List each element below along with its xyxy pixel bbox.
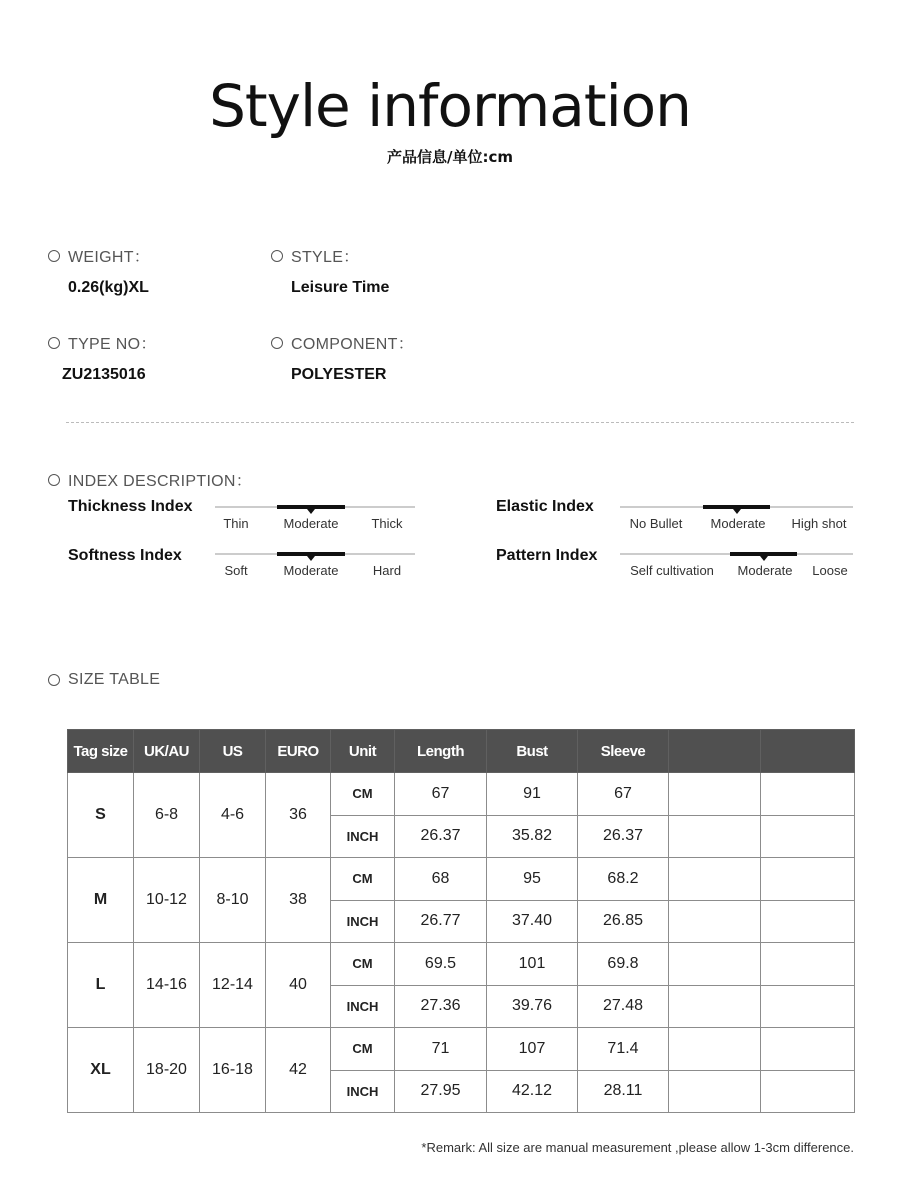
length-cell: 26.37 [395,815,487,858]
component-value: POLYESTER [291,366,387,383]
empty-cell [669,943,761,986]
component-block [271,331,414,384]
sleeve-cell: 28.11 [578,1070,669,1113]
header-us: US [200,730,266,773]
thickness-index-name: Thickness Index [68,498,193,515]
empty-cell [669,858,761,901]
euro-cell: 36 [266,773,331,858]
sleeve-cell: 67 [578,773,669,816]
empty-cell [761,943,855,986]
circle-bullet-icon [48,674,60,686]
scale-option: No Bullet [629,516,683,531]
table-row [68,858,855,901]
scale-option: Thin [223,516,249,531]
weight-block [48,244,150,297]
empty-cell [669,773,761,816]
us-cell: 8-10 [200,858,266,943]
size-table-section-text: SIZE TABLE [68,671,161,688]
bust-cell: 35.82 [487,815,578,858]
header-length: Length [395,730,487,773]
component-label: COMPONENT： [291,336,414,353]
sleeve-cell: 68.2 [578,858,669,901]
sleeve-cell: 69.8 [578,943,669,986]
unit-cell: INCH [331,1070,395,1113]
weight-label: WEIGHT： [68,249,151,266]
type-value: ZU2135016 [62,366,146,383]
tag-size-cell: M [68,858,134,943]
empty-cell [761,900,855,943]
scale-option: Self cultivation [630,563,714,578]
us-cell: 12-14 [200,943,266,1028]
length-cell: 27.95 [395,1070,487,1113]
bust-cell: 107 [487,1028,578,1071]
empty-cell [669,815,761,858]
style-block [271,244,389,297]
scale-option: Hard [372,563,402,578]
euro-cell: 40 [266,943,331,1028]
header-empty [669,730,761,773]
tag-size-cell: S [68,773,134,858]
bust-cell: 95 [487,858,578,901]
table-row [68,943,855,986]
empty-cell [761,1070,855,1113]
length-cell: 26.77 [395,900,487,943]
scale-option: High shot [791,516,847,531]
empty-cell [761,815,855,858]
bust-cell: 91 [487,773,578,816]
length-cell: 67 [395,773,487,816]
header-euro: EURO [266,730,331,773]
page-title: Style information [209,72,691,140]
style-label: STYLE： [291,249,360,266]
header-empty [761,730,855,773]
circle-bullet-icon [48,250,60,262]
uk-au-cell: 18-20 [134,1028,200,1113]
euro-cell: 42 [266,1028,331,1113]
scale-option: Moderate [737,563,793,578]
scale-option: Loose [812,563,848,578]
unit-cell: INCH [331,815,395,858]
bust-cell: 101 [487,943,578,986]
length-cell: 71 [395,1028,487,1071]
elastic-index-scale [620,506,853,538]
softness-index-scale [215,553,415,585]
circle-bullet-icon [271,337,283,349]
uk-au-cell: 6-8 [134,773,200,858]
unit-cell: CM [331,1028,395,1071]
pattern-index-name: Pattern Index [496,547,598,564]
table-row [68,773,855,816]
sleeve-cell: 26.85 [578,900,669,943]
header-uk-au: UK/AU [134,730,200,773]
index-section-text: INDEX DESCRIPTION： [68,473,253,490]
type-block [48,331,157,384]
bust-cell: 39.76 [487,985,578,1028]
softness-index-name: Softness Index [68,547,182,564]
tag-size-cell: XL [68,1028,134,1113]
circle-bullet-icon [48,474,60,486]
weight-value: 0.26(kg)XL [68,279,149,296]
us-cell: 4-6 [200,773,266,858]
empty-cell [761,773,855,816]
uk-au-cell: 14-16 [134,943,200,1028]
section-divider [66,422,854,423]
style-value: Leisure Time [291,279,390,296]
type-label: TYPE NO： [68,336,157,353]
scale-option: Moderate [710,516,766,531]
index-section-label [48,468,252,491]
unit-cell: CM [331,773,395,816]
empty-cell [669,1028,761,1071]
tag-size-cell: L [68,943,134,1028]
sleeve-cell: 27.48 [578,985,669,1028]
unit-cell: CM [331,858,395,901]
unit-cell: INCH [331,985,395,1028]
empty-cell [761,1028,855,1071]
length-cell: 27.36 [395,985,487,1028]
scale-option: Moderate [283,563,339,578]
empty-cell [669,1070,761,1113]
sleeve-cell: 26.37 [578,815,669,858]
thickness-index-scale [215,506,415,538]
sleeve-cell: 71.4 [578,1028,669,1071]
length-cell: 69.5 [395,943,487,986]
circle-bullet-icon [48,337,60,349]
scale-option: Moderate [283,516,339,531]
empty-cell [669,900,761,943]
empty-cell [761,858,855,901]
header-bust: Bust [487,730,578,773]
length-cell: 68 [395,858,487,901]
header-tag-size: Tag size [68,730,134,773]
pattern-index-scale [620,553,853,585]
elastic-index-name: Elastic Index [496,498,594,515]
empty-cell [761,985,855,1028]
table-header-row [68,730,855,773]
empty-cell [669,985,761,1028]
size-table [67,729,855,1113]
bust-cell: 42.12 [487,1070,578,1113]
unit-cell: CM [331,943,395,986]
scale-option: Soft [224,563,248,578]
header-unit: Unit [331,730,395,773]
table-row [68,1028,855,1071]
measurement-remark: *Remark: All size are manual measurement ,please allow 1-3cm difference. [421,1140,854,1155]
scale-option: Thick [371,516,403,531]
euro-cell: 38 [266,858,331,943]
us-cell: 16-18 [200,1028,266,1113]
size-table-section-label [48,671,160,689]
uk-au-cell: 10-12 [134,858,200,943]
page-subtitle: 产品信息/单位:cm [387,148,513,166]
header-sleeve: Sleeve [578,730,669,773]
unit-cell: INCH [331,900,395,943]
bust-cell: 37.40 [487,900,578,943]
circle-bullet-icon [271,250,283,262]
